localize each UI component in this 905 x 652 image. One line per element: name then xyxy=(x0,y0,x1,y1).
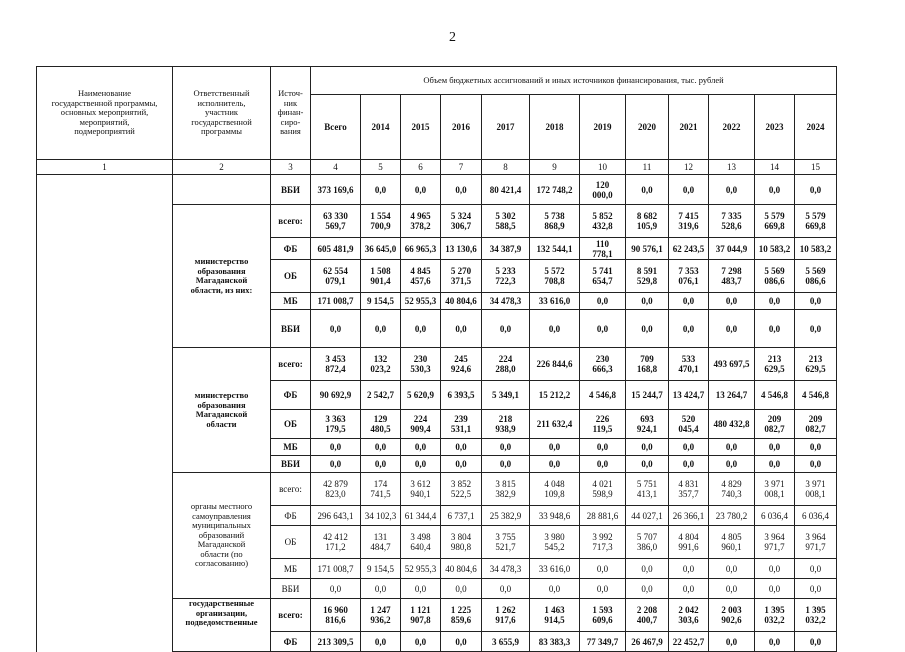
value-cell: 0,0 xyxy=(709,310,755,348)
value-cell: 0,0 xyxy=(755,293,795,310)
value-cell: 7 415 319,6 xyxy=(669,205,709,238)
source-cell: ВБИ xyxy=(271,310,311,348)
value-cell: 34 102,3 xyxy=(361,506,401,526)
header-source: Источ- ник финан- сиро- вания xyxy=(271,67,311,160)
source-cell: ВБИ xyxy=(271,579,311,599)
value-cell: 34 478,3 xyxy=(482,559,530,579)
value-cell: 0,0 xyxy=(669,175,709,205)
value-cell: 0,0 xyxy=(755,579,795,599)
value-cell: 373 169,6 xyxy=(311,175,361,205)
value-cell: 5 852 432,8 xyxy=(580,205,626,238)
value-cell: 34 478,3 xyxy=(482,293,530,310)
program-name-cell xyxy=(37,175,173,652)
value-cell: 174 741,5 xyxy=(361,473,401,506)
value-cell: 83 383,3 xyxy=(530,632,580,652)
source-cell: ВБИ xyxy=(271,456,311,473)
value-cell: 0,0 xyxy=(401,175,441,205)
value-cell: 0,0 xyxy=(361,310,401,348)
value-cell: 129 480,5 xyxy=(361,410,401,439)
value-cell: 5 572 708,8 xyxy=(530,260,580,293)
value-cell: 5 569 086,6 xyxy=(795,260,837,293)
value-cell: 4 546,8 xyxy=(795,381,837,410)
value-cell: 42 412 171,2 xyxy=(311,526,361,559)
source-cell: всего: xyxy=(271,599,311,632)
value-cell: 1 554 700,9 xyxy=(361,205,401,238)
source-cell: МБ xyxy=(271,439,311,456)
header-year: 2020 xyxy=(626,95,669,160)
header-year: 2023 xyxy=(755,95,795,160)
value-cell: 0,0 xyxy=(626,579,669,599)
value-cell: 5 270 371,5 xyxy=(441,260,482,293)
value-cell: 693 924,1 xyxy=(626,410,669,439)
header-year: 2021 xyxy=(669,95,709,160)
value-cell: 44 027,1 xyxy=(626,506,669,526)
value-cell: 3 363 179,5 xyxy=(311,410,361,439)
value-cell: 0,0 xyxy=(795,456,837,473)
value-cell: 0,0 xyxy=(795,439,837,456)
value-cell: 0,0 xyxy=(626,439,669,456)
value-cell: 4 048 109,8 xyxy=(530,473,580,506)
value-cell: 0,0 xyxy=(669,293,709,310)
value-cell: 0,0 xyxy=(669,456,709,473)
value-cell: 62 243,5 xyxy=(669,238,709,260)
source-cell: ФБ xyxy=(271,506,311,526)
value-cell: 15 212,2 xyxy=(530,381,580,410)
value-cell: 5 620,9 xyxy=(401,381,441,410)
value-cell: 40 804,6 xyxy=(441,293,482,310)
value-cell: 0,0 xyxy=(482,579,530,599)
value-cell: 0,0 xyxy=(755,559,795,579)
value-cell: 209 082,7 xyxy=(795,410,837,439)
value-cell: 5 302 588,5 xyxy=(482,205,530,238)
value-cell: 63 330 569,7 xyxy=(311,205,361,238)
value-cell: 15 244,7 xyxy=(626,381,669,410)
value-cell: 4 805 960,1 xyxy=(709,526,755,559)
value-cell: 66 965,3 xyxy=(401,238,441,260)
source-cell: ВБИ xyxy=(271,175,311,205)
value-cell: 0,0 xyxy=(795,175,837,205)
value-cell: 224 288,0 xyxy=(482,348,530,381)
value-cell: 0,0 xyxy=(401,632,441,652)
value-cell: 0,0 xyxy=(530,456,580,473)
value-cell: 4 021 598,9 xyxy=(580,473,626,506)
header-responsible: Ответственный исполнитель, участник государственной программы xyxy=(173,67,271,160)
header-program-name: Наименование государственной программы, основных мероприятий, мероприятий, подмероприятий xyxy=(37,67,173,160)
value-cell: 131 484,7 xyxy=(361,526,401,559)
value-cell: 209 082,7 xyxy=(755,410,795,439)
header-volume: Объем бюджетных ассигнований и иных источников финансирования, тыс. рублей xyxy=(311,67,837,95)
value-cell: 25 382,9 xyxy=(482,506,530,526)
value-cell: 1 395 032,2 xyxy=(795,599,837,632)
source-cell: ФБ xyxy=(271,381,311,410)
responsible-executor-cell: государственные организации, подведомственные xyxy=(173,599,271,652)
value-cell: 0,0 xyxy=(626,175,669,205)
value-cell: 1 463 914,5 xyxy=(530,599,580,632)
value-cell: 3 992 717,3 xyxy=(580,526,626,559)
value-cell: 172 748,2 xyxy=(530,175,580,205)
value-cell: 0,0 xyxy=(311,456,361,473)
value-cell: 2 003 902,6 xyxy=(709,599,755,632)
value-cell: 132 023,2 xyxy=(361,348,401,381)
budget-allocation-table xyxy=(36,66,837,652)
column-number: 8 xyxy=(482,160,530,175)
column-number: 3 xyxy=(271,160,311,175)
value-cell: 1 508 901,4 xyxy=(361,260,401,293)
column-number: 4 xyxy=(311,160,361,175)
value-cell: 0,0 xyxy=(626,310,669,348)
value-cell: 5 741 654,7 xyxy=(580,260,626,293)
value-cell: 226 844,6 xyxy=(530,348,580,381)
value-cell: 0,0 xyxy=(441,579,482,599)
value-cell: 0,0 xyxy=(580,579,626,599)
value-cell: 4 845 457,6 xyxy=(401,260,441,293)
header-year: 2017 xyxy=(482,95,530,160)
column-number: 6 xyxy=(401,160,441,175)
header-year: Всего xyxy=(311,95,361,160)
value-cell: 5 738 868,9 xyxy=(530,205,580,238)
value-cell: 26 467,9 xyxy=(626,632,669,652)
value-cell: 0,0 xyxy=(441,439,482,456)
column-number: 14 xyxy=(755,160,795,175)
value-cell: 4 965 378,2 xyxy=(401,205,441,238)
source-cell: ФБ xyxy=(271,632,311,652)
value-cell: 0,0 xyxy=(530,579,580,599)
source-cell: ОБ xyxy=(271,526,311,559)
value-cell: 7 298 483,7 xyxy=(709,260,755,293)
value-cell: 5 349,1 xyxy=(482,381,530,410)
value-cell: 224 909,4 xyxy=(401,410,441,439)
value-cell: 0,0 xyxy=(311,579,361,599)
value-cell: 36 645,0 xyxy=(361,238,401,260)
value-cell: 0,0 xyxy=(709,439,755,456)
source-cell: всего: xyxy=(271,348,311,381)
value-cell: 245 924,6 xyxy=(441,348,482,381)
value-cell: 3 453 872,4 xyxy=(311,348,361,381)
responsible-executor-cell: министерство образования Магаданской области xyxy=(173,348,271,473)
value-cell: 0,0 xyxy=(530,310,580,348)
value-cell: 0,0 xyxy=(626,456,669,473)
value-cell: 0,0 xyxy=(669,579,709,599)
value-cell: 33 616,0 xyxy=(530,293,580,310)
responsible-executor-cell: министерство образования Магаданской области, из них: xyxy=(173,205,271,348)
table-row xyxy=(37,175,837,205)
value-cell: 0,0 xyxy=(482,439,530,456)
value-cell: 37 044,9 xyxy=(709,238,755,260)
value-cell: 0,0 xyxy=(401,579,441,599)
value-cell: 239 531,1 xyxy=(441,410,482,439)
value-cell: 211 632,4 xyxy=(530,410,580,439)
value-cell: 0,0 xyxy=(401,439,441,456)
source-cell: ФБ xyxy=(271,238,311,260)
value-cell: 0,0 xyxy=(401,310,441,348)
value-cell: 1 247 936,2 xyxy=(361,599,401,632)
value-cell: 10 583,2 xyxy=(755,238,795,260)
value-cell: 28 881,6 xyxy=(580,506,626,526)
value-cell: 33 616,0 xyxy=(530,559,580,579)
value-cell: 0,0 xyxy=(530,439,580,456)
value-cell: 213 309,5 xyxy=(311,632,361,652)
value-cell: 0,0 xyxy=(755,439,795,456)
value-cell: 33 948,6 xyxy=(530,506,580,526)
header-year: 2016 xyxy=(441,95,482,160)
value-cell: 0,0 xyxy=(482,456,530,473)
column-number: 1 xyxy=(37,160,173,175)
value-cell: 5 579 669,8 xyxy=(755,205,795,238)
source-cell: всего: xyxy=(271,205,311,238)
value-cell: 1 121 907,8 xyxy=(401,599,441,632)
value-cell: 0,0 xyxy=(580,439,626,456)
value-cell: 218 938,9 xyxy=(482,410,530,439)
value-cell: 5 324 306,7 xyxy=(441,205,482,238)
value-cell: 480 432,8 xyxy=(709,410,755,439)
value-cell: 493 697,5 xyxy=(709,348,755,381)
value-cell: 2 542,7 xyxy=(361,381,401,410)
source-cell: МБ xyxy=(271,293,311,310)
value-cell: 120 000,0 xyxy=(580,175,626,205)
value-cell: 61 344,4 xyxy=(401,506,441,526)
value-cell: 0,0 xyxy=(709,579,755,599)
value-cell: 0,0 xyxy=(626,293,669,310)
value-cell: 77 349,7 xyxy=(580,632,626,652)
value-cell: 0,0 xyxy=(361,632,401,652)
value-cell: 533 470,1 xyxy=(669,348,709,381)
value-cell: 3 852 522,5 xyxy=(441,473,482,506)
value-cell: 3 755 521,7 xyxy=(482,526,530,559)
value-cell: 0,0 xyxy=(311,310,361,348)
value-cell: 0,0 xyxy=(441,632,482,652)
value-cell: 26 366,1 xyxy=(669,506,709,526)
value-cell: 5 569 086,6 xyxy=(755,260,795,293)
value-cell: 4 829 740,3 xyxy=(709,473,755,506)
header-year: 2022 xyxy=(709,95,755,160)
value-cell: 0,0 xyxy=(669,559,709,579)
value-cell: 0,0 xyxy=(401,456,441,473)
value-cell: 3 980 545,2 xyxy=(530,526,580,559)
value-cell: 0,0 xyxy=(795,579,837,599)
value-cell: 0,0 xyxy=(626,559,669,579)
value-cell: 0,0 xyxy=(669,439,709,456)
value-cell: 6 036,4 xyxy=(755,506,795,526)
value-cell: 0,0 xyxy=(709,632,755,652)
value-cell: 1 262 917,6 xyxy=(482,599,530,632)
value-cell: 42 879 823,0 xyxy=(311,473,361,506)
value-cell: 0,0 xyxy=(441,456,482,473)
responsible-cell xyxy=(173,175,271,205)
value-cell: 8 682 105,9 xyxy=(626,205,669,238)
value-cell: 13 264,7 xyxy=(709,381,755,410)
column-number: 12 xyxy=(669,160,709,175)
column-number: 10 xyxy=(580,160,626,175)
value-cell: 5 707 386,0 xyxy=(626,526,669,559)
value-cell: 226 119,5 xyxy=(580,410,626,439)
value-cell: 132 544,1 xyxy=(530,238,580,260)
column-number: 13 xyxy=(709,160,755,175)
value-cell: 3 971 008,1 xyxy=(795,473,837,506)
value-cell: 0,0 xyxy=(755,175,795,205)
value-cell: 3 971 008,1 xyxy=(755,473,795,506)
value-cell: 605 481,9 xyxy=(311,238,361,260)
value-cell: 0,0 xyxy=(580,456,626,473)
column-number: 15 xyxy=(795,160,837,175)
header-year: 2014 xyxy=(361,95,401,160)
value-cell: 2 042 303,6 xyxy=(669,599,709,632)
value-cell: 110 778,1 xyxy=(580,238,626,260)
value-cell: 1 395 032,2 xyxy=(755,599,795,632)
value-cell: 62 554 079,1 xyxy=(311,260,361,293)
value-cell: 52 955,3 xyxy=(401,559,441,579)
value-cell: 230 530,3 xyxy=(401,348,441,381)
value-cell: 13 424,7 xyxy=(669,381,709,410)
header-year: 2024 xyxy=(795,95,837,160)
value-cell: 7 353 076,1 xyxy=(669,260,709,293)
value-cell: 230 666,3 xyxy=(580,348,626,381)
value-cell: 0,0 xyxy=(755,456,795,473)
value-cell: 5 579 669,8 xyxy=(795,205,837,238)
value-cell: 171 008,7 xyxy=(311,293,361,310)
value-cell: 4 831 357,7 xyxy=(669,473,709,506)
value-cell: 0,0 xyxy=(755,632,795,652)
value-cell: 0,0 xyxy=(795,559,837,579)
value-cell: 9 154,5 xyxy=(361,559,401,579)
value-cell: 4 546,8 xyxy=(755,381,795,410)
value-cell: 6 393,5 xyxy=(441,381,482,410)
page-number: 2 xyxy=(449,30,456,45)
value-cell: 0,0 xyxy=(795,293,837,310)
value-cell: 0,0 xyxy=(482,310,530,348)
value-cell: 0,0 xyxy=(441,175,482,205)
column-number: 9 xyxy=(530,160,580,175)
value-cell: 0,0 xyxy=(709,175,755,205)
value-cell: 3 612 940,1 xyxy=(401,473,441,506)
value-cell: 1 225 859,6 xyxy=(441,599,482,632)
value-cell: 2 208 400,7 xyxy=(626,599,669,632)
value-cell: 1 593 609,6 xyxy=(580,599,626,632)
value-cell: 3 655,9 xyxy=(482,632,530,652)
value-cell: 52 955,3 xyxy=(401,293,441,310)
value-cell: 709 168,8 xyxy=(626,348,669,381)
value-cell: 3 804 980,8 xyxy=(441,526,482,559)
value-cell: 10 583,2 xyxy=(795,238,837,260)
value-cell: 0,0 xyxy=(669,310,709,348)
source-cell: всего: xyxy=(271,473,311,506)
value-cell: 16 960 816,6 xyxy=(311,599,361,632)
source-cell: ОБ xyxy=(271,410,311,439)
column-number: 7 xyxy=(441,160,482,175)
value-cell: 0,0 xyxy=(795,310,837,348)
column-number: 2 xyxy=(173,160,271,175)
value-cell: 0,0 xyxy=(361,439,401,456)
value-cell: 0,0 xyxy=(709,456,755,473)
value-cell: 0,0 xyxy=(361,175,401,205)
value-cell: 0,0 xyxy=(795,632,837,652)
column-number: 11 xyxy=(626,160,669,175)
value-cell: 0,0 xyxy=(441,310,482,348)
value-cell: 34 387,9 xyxy=(482,238,530,260)
value-cell: 0,0 xyxy=(580,293,626,310)
value-cell: 171 008,7 xyxy=(311,559,361,579)
value-cell: 0,0 xyxy=(361,456,401,473)
value-cell: 9 154,5 xyxy=(361,293,401,310)
value-cell: 296 643,1 xyxy=(311,506,361,526)
value-cell: 4 804 991,6 xyxy=(669,526,709,559)
value-cell: 7 335 528,6 xyxy=(709,205,755,238)
source-cell: МБ xyxy=(271,559,311,579)
value-cell: 3 498 640,4 xyxy=(401,526,441,559)
value-cell: 22 452,7 xyxy=(669,632,709,652)
value-cell: 5 233 722,3 xyxy=(482,260,530,293)
value-cell: 0,0 xyxy=(361,579,401,599)
value-cell: 3 964 971,7 xyxy=(755,526,795,559)
source-cell: ОБ xyxy=(271,260,311,293)
value-cell: 5 751 413,1 xyxy=(626,473,669,506)
responsible-executor-cell: органы местного самоуправления муниципальных образований Магаданской области (по согласованию) xyxy=(173,473,271,599)
value-cell: 90 576,1 xyxy=(626,238,669,260)
value-cell: 0,0 xyxy=(709,559,755,579)
value-cell: 3 964 971,7 xyxy=(795,526,837,559)
value-cell: 90 692,9 xyxy=(311,381,361,410)
value-cell: 4 546,8 xyxy=(580,381,626,410)
value-cell: 80 421,4 xyxy=(482,175,530,205)
value-cell: 0,0 xyxy=(755,310,795,348)
value-cell: 520 045,4 xyxy=(669,410,709,439)
value-cell: 0,0 xyxy=(580,310,626,348)
value-cell: 213 629,5 xyxy=(755,348,795,381)
value-cell: 3 815 382,9 xyxy=(482,473,530,506)
value-cell: 8 591 529,8 xyxy=(626,260,669,293)
value-cell: 6 737,1 xyxy=(441,506,482,526)
value-cell: 6 036,4 xyxy=(795,506,837,526)
value-cell: 23 780,2 xyxy=(709,506,755,526)
value-cell: 0,0 xyxy=(709,293,755,310)
column-number: 5 xyxy=(361,160,401,175)
value-cell: 0,0 xyxy=(580,559,626,579)
header-year: 2015 xyxy=(401,95,441,160)
value-cell: 0,0 xyxy=(311,439,361,456)
header-year: 2019 xyxy=(580,95,626,160)
header-year: 2018 xyxy=(530,95,580,160)
value-cell: 40 804,6 xyxy=(441,559,482,579)
value-cell: 213 629,5 xyxy=(795,348,837,381)
value-cell: 13 130,6 xyxy=(441,238,482,260)
